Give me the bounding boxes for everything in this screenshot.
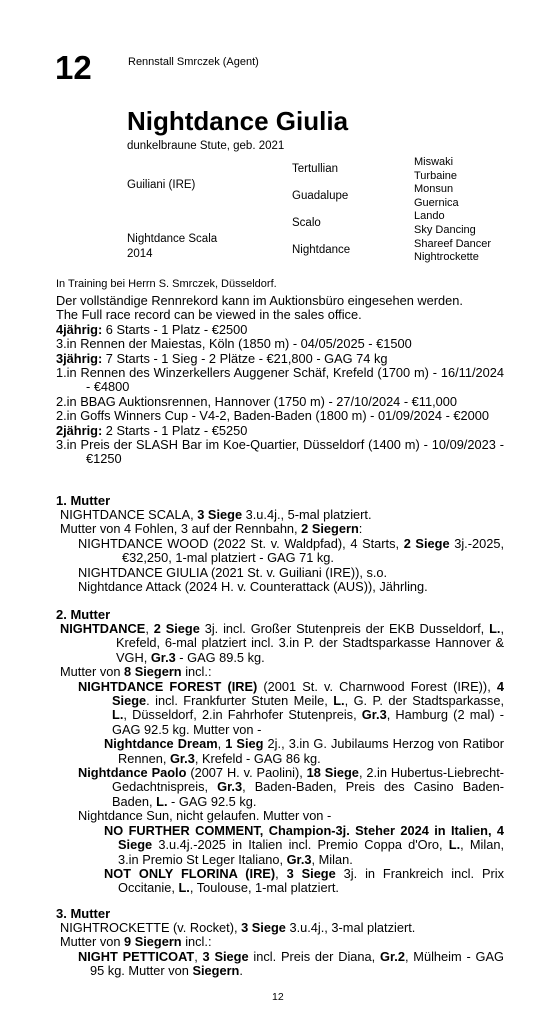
mutter-1-line-1: NIGHTDANCE SCALA, 3 Siege 3.u.4j., 5-mal platziert.: [60, 507, 372, 522]
pedigree-gs-dam-sire: Scalo: [292, 217, 321, 229]
mutter-1-line-4: NIGHTDANCE GIULIA (2021 St. v. Guiliani (IRE)), s.o.: [78, 564, 388, 580]
age4-summary: 4jährig: 6 Starts - 1 Platz - €2500: [56, 321, 248, 337]
pedigree-dam-year: 2014: [127, 248, 153, 260]
age3-line-1: 1.in Rennen des Winzerkellers Auggener Schäf, Krefeld (1700 m) - 16/11/2024 - €4800: [56, 365, 504, 395]
age2-summary: 2jährig: 2 Starts - 1 Platz - €5250: [56, 422, 248, 438]
mutter-2-paolo: Nightdance Paolo (2007 H. v. Paolini), 18 Siege, 2.in Hubertus-Liebrecht-Gedachtnispreis, Gr.3, Baden-Baden, Preis des Casino Baden-Baden, L. - GAG 92.5 kg.: [78, 765, 505, 809]
age4-line-1: 3.in Rennen der Maiestas, Köln (1850 m) - 04/05/2025 - €1500: [56, 336, 412, 352]
training-note: In Training bei Herrn S. Smrczek, Düsseldorf.: [56, 278, 277, 290]
age2-label: 2jährig:: [56, 422, 103, 438]
mutter-3-line-2: Mutter von 9 Siegern incl.:: [60, 934, 212, 950]
mutter-2-forest: NIGHTDANCE FOREST (IRE) (2001 St. v. Charnwood Forest (IRE)), 4 Siege. incl. Frankfurter Stuten Meile, L., G. P. der Stadtsparkasse, L., Düsseldorf, 2.in Fahrhofer Stutenpreis, Gr.3, Hamburg (2 mal) - GAG 92.5 kg. Mutter von -: [78, 678, 505, 737]
mutter-2-sun: Nightdance Sun, nicht gelaufen. Mutter von -: [78, 808, 332, 824]
mutter-1-line-3: NIGHTDANCE WOOD (2022 St. v. Waldpfad), 4 Starts, 2 Siege 3j.-2025, €32,250, 1-mal platziert - GAG 71 kg.: [78, 535, 504, 566]
pedigree-ggs-5: Lando: [414, 210, 445, 223]
mutter-2-dam: NIGHTDANCE, 2 Siege 3j. incl. Großer Stutenpreis der EKB Dusseldorf, L., Krefeld, 6-mal platziert incl. 3.in P. der Stadtsparkasse Hannover & VGH, Gr.3 - GAG 89.5 kg.: [60, 621, 504, 665]
pedigree-ggs-3: Monsun: [414, 183, 454, 196]
owner: Rennstall Smrczek (Agent): [128, 56, 259, 68]
pedigree-ggs-7: Shareef Dancer: [414, 237, 492, 250]
age2-line-1: 3.in Preis der SLASH Bar im Koe-Quartier, Düsseldorf (1400 m) - 10/09/2023 - €1250: [56, 437, 504, 467]
pedigree-ggs-1: Miswaki: [414, 156, 454, 168]
pedigree-ggs-2: Turbaine: [414, 169, 458, 182]
section-title-mutter-2: 2. Mutter: [56, 607, 111, 622]
mutter-2-produce: Mutter von 8 Siegern incl.:: [60, 664, 212, 680]
age3-summary: 3jährig: 7 Starts - 1 Sieg - 2 Plätze - €21,800 - GAG 74 kg: [56, 350, 388, 366]
race-record: [56, 294, 504, 467]
pedigree-sire: Guiliani (IRE): [127, 179, 196, 191]
horse-description: dunkelbraune Stute, geb. 2021: [127, 140, 285, 152]
age3-label: 3jährig:: [56, 350, 103, 366]
section-title-mutter-1: 1. Mutter: [56, 493, 111, 508]
mutter-1-line-2: Mutter von 4 Fohlen, 3 auf der Rennbahn, 2 Siegern:: [60, 521, 363, 537]
pedigree-gs-sire-sire: Tertullian: [292, 163, 339, 175]
mutter-2-no-further-comment: NO FURTHER COMMENT, Champion-3j. Steher 2024 in Italien, 4 Siege 3.u.4j.-2025 in Italien incl. Premio Coppa d'Oro, L., Milan, 3.in Premio St Leger Italiano, Gr.3, Milan.: [104, 822, 504, 867]
mutter-3-line-3: NIGHT PETTICOAT, 3 Siege incl. Preis der Diana, Gr.2, Mülheim - GAG 95 kg. Mutter von Siegern.: [78, 948, 504, 979]
mutter-3-section: [56, 921, 504, 979]
age3-line-3: 2.in Goffs Winners Cup - V4-2, Baden-Baden (1800 m) - 01/09/2024 - €2000: [56, 408, 489, 424]
pedigree-ggs-8: Nightrockette: [414, 251, 479, 264]
horse-name: Nightdance Giulia: [127, 106, 349, 136]
mutter-2-section: [56, 622, 504, 896]
pedigree-ggs-4: Guernica: [414, 196, 459, 209]
record-note-en: The Full race record can be viewed in the sales office.: [56, 307, 362, 323]
mutter-2-not-only-florina: NOT ONLY FLORINA (IRE), 3 Siege 3j. in Frankreich incl. Prix Occitanie, L., Toulouse, 1-mal platziert.: [104, 865, 504, 896]
lot-number: 12: [55, 49, 92, 86]
pedigree-ggs-6: Sky Dancing: [414, 224, 476, 236]
mutter-1-section: [56, 508, 504, 594]
pedigree-dam: Nightdance Scala: [127, 233, 218, 245]
age4-label: 4jährig:: [56, 321, 103, 337]
mutter-3-line-1: NIGHTROCKETTE (v. Rocket), 3 Siege 3.u.4j., 3-mal platziert.: [60, 920, 416, 935]
page-number: 12: [272, 991, 284, 1003]
section-title-mutter-3: 3. Mutter: [56, 906, 111, 921]
pedigree-gs-dam-dam: Nightdance: [292, 244, 351, 256]
record-note-de: Der vollständige Rennrekord kann im Auktionsbüro eingesehen werden.: [56, 293, 463, 308]
mutter-1-line-5: Nightdance Attack (2024 H. v. Counterattack (AUS)), Jährling.: [78, 579, 428, 595]
mutter-2-dream: Nightdance Dream, 1 Sieg 2j., 3.in G. Jubilaums Herzog von Ratibor Rennen, Gr.3, Krefeld - GAG 86 kg.: [104, 736, 504, 766]
pedigree-gs-sire-dam: Guadalupe: [292, 190, 349, 202]
age3-line-2: 2.in BBAG Auktionsrennen, Hannover (1750 m) - 27/10/2024 - €11,000: [56, 393, 457, 409]
